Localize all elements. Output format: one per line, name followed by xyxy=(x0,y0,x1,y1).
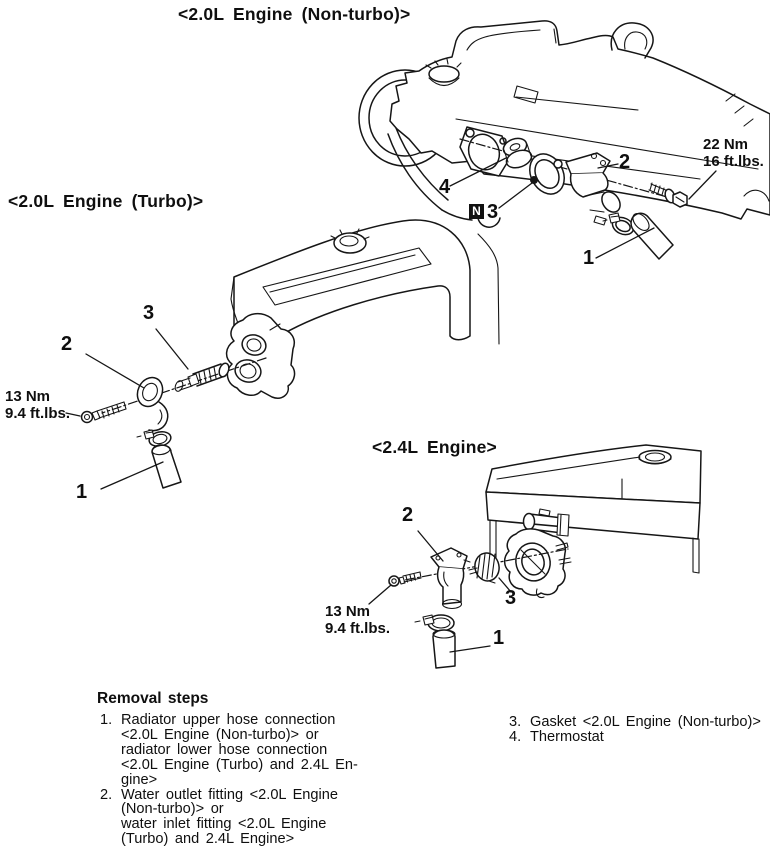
step-line: radiator lower hose connection xyxy=(121,741,328,758)
removal-steps-heading: Removal steps xyxy=(97,690,209,707)
title-turbo: <2.0L Engine (Turbo)> xyxy=(8,191,204,211)
torque-spec-turbo xyxy=(5,388,70,422)
step-number: 3. xyxy=(509,714,522,730)
step-line: (Turbo) and 2.4L Engine> xyxy=(121,831,295,848)
callout-3-number: 3 xyxy=(487,201,499,223)
step-line: Water outlet fitting <2.0L Engine xyxy=(121,786,339,803)
torque-spec-non-turbo xyxy=(703,136,764,170)
callout-2-24l: 2 xyxy=(402,504,414,526)
step-number: 1. xyxy=(100,712,113,728)
removal-step-4 xyxy=(509,730,770,745)
step-line: <2.0L Engine (Turbo) and 2.4L En- xyxy=(121,756,358,773)
step-line: water inlet fitting <2.0L Engine xyxy=(121,816,327,833)
torque-ftlbs: 16 ft.lbs. xyxy=(703,153,764,170)
step-line: Gasket <2.0L Engine (Non-turbo)> xyxy=(530,714,761,730)
callout-3-24l: 3 xyxy=(505,587,517,609)
torque-ftlbs: 9.4 ft.lbs. xyxy=(325,620,391,637)
torque-nm: 22 Nm xyxy=(703,136,749,153)
step-line: Radiator upper hose connection xyxy=(121,712,336,728)
callout-2-non-turbo: 2 xyxy=(619,151,631,173)
l24-diagram-art xyxy=(369,445,701,668)
removal-steps-left-column xyxy=(100,713,371,847)
removal-step-1 xyxy=(100,713,371,788)
step-line: Thermostat xyxy=(530,728,604,745)
callout-3-turbo: 3 xyxy=(143,302,155,324)
callout-3-non-turbo xyxy=(469,201,498,224)
torque-spec-24l xyxy=(325,603,390,637)
torque-nm: 13 Nm xyxy=(325,603,371,620)
step-number: 2. xyxy=(100,786,113,803)
torque-ftlbs: 9.4 ft.lbs. xyxy=(5,405,71,422)
removal-step-2 xyxy=(100,788,371,848)
non-reusable-part-icon: N xyxy=(469,204,484,219)
callout-2-turbo: 2 xyxy=(61,333,73,355)
step-number: 4. xyxy=(509,728,522,745)
callout-1-turbo: 1 xyxy=(76,481,88,503)
callout-1-24l: 1 xyxy=(493,627,505,649)
callout-1-non-turbo: 1 xyxy=(583,247,595,269)
step-line: gine> xyxy=(121,771,158,788)
title-24l: <2.4L Engine> xyxy=(372,437,497,457)
title-non-turbo: <2.0L Engine (Non-turbo)> xyxy=(178,4,411,24)
callout-4-non-turbo: 4 xyxy=(439,176,451,198)
torque-nm: 13 Nm xyxy=(5,388,51,405)
removal-step-3 xyxy=(509,715,770,730)
step-line: (Non-turbo)> or xyxy=(121,801,224,818)
step-line: <2.0L Engine (Non-turbo)> or xyxy=(121,726,319,743)
removal-steps-right-column xyxy=(509,715,770,745)
